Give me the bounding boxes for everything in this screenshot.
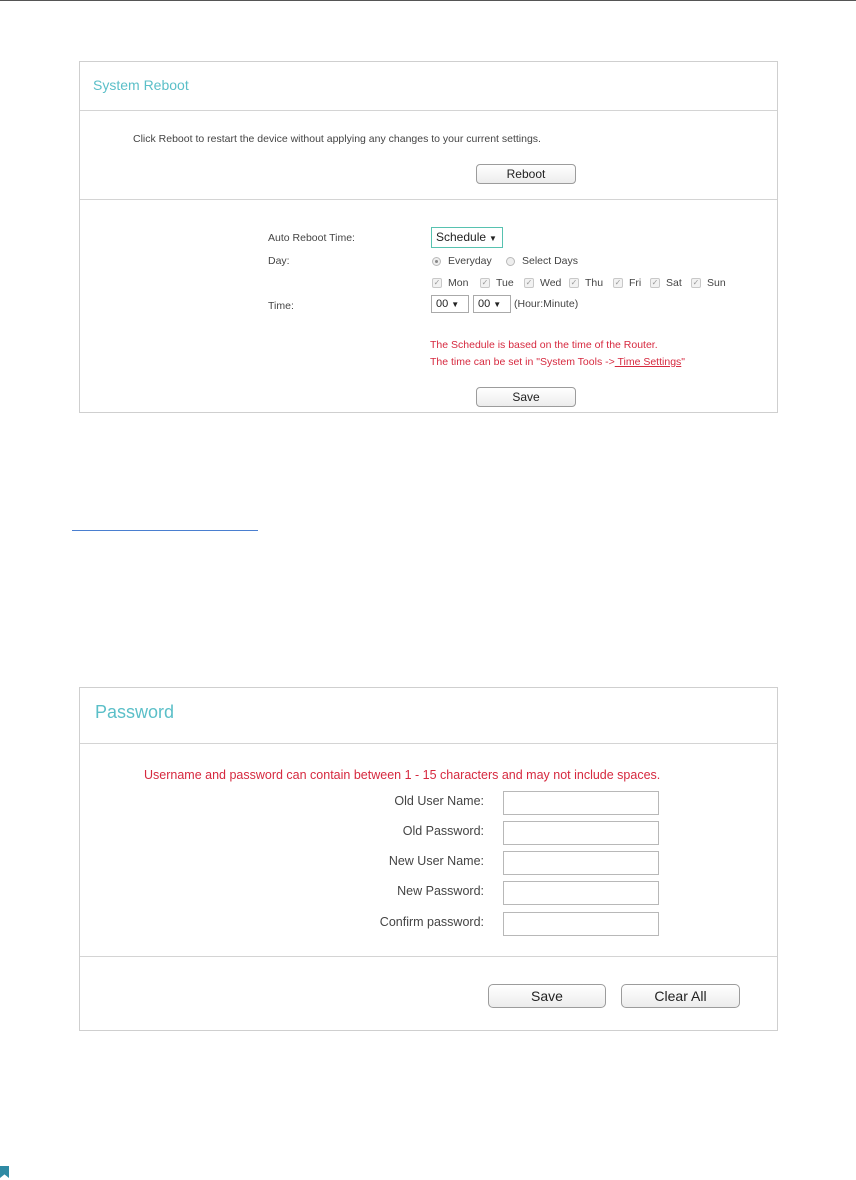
dropdown-arrow-icon: ▼	[489, 234, 497, 243]
check-icon: ✓	[525, 278, 533, 287]
sun-checkbox[interactable]	[691, 278, 701, 288]
divider	[80, 743, 777, 744]
auto-reboot-label: Auto Reboot Time:	[268, 232, 355, 244]
everyday-label: Everyday	[448, 255, 492, 267]
reboot-button[interactable]: Reboot	[476, 164, 576, 184]
link-underline-divider	[72, 530, 258, 531]
sat-checkbox[interactable]	[650, 278, 660, 288]
old-user-name-label: Old User Name:	[394, 794, 484, 808]
divider	[80, 110, 777, 111]
check-icon: ✓	[481, 278, 489, 287]
password-hint: Username and password can contain between 1 - 15 characters and may not include spaces.	[144, 768, 661, 782]
old-password-label: Old Password:	[402, 824, 484, 838]
panel-title: Password	[95, 702, 175, 722]
schedule-note-line1: The Schedule is based on the time of the Router.	[430, 339, 658, 351]
minute-select[interactable]	[473, 295, 511, 313]
everyday-radio[interactable]	[432, 257, 441, 266]
wed-checkbox[interactable]	[524, 278, 534, 288]
day-sun: Sun	[707, 277, 726, 289]
minute-value: 00	[478, 298, 491, 310]
day-sat: Sat	[666, 277, 682, 289]
page-top-rule	[0, 0, 856, 1]
select-days-radio[interactable]	[506, 257, 515, 266]
dropdown-arrow-icon: ▼	[493, 300, 502, 309]
auto-reboot-select[interactable]	[431, 227, 503, 248]
note-prefix: The time can be set in "System Tools ->	[430, 356, 615, 368]
tue-checkbox[interactable]	[480, 278, 490, 288]
day-thu: Thu	[585, 277, 604, 289]
mon-checkbox[interactable]	[432, 278, 442, 288]
new-user-name-label: New User Name:	[388, 854, 484, 868]
schedule-note-line2	[430, 356, 685, 368]
system-reboot-panel	[79, 61, 778, 413]
divider	[80, 199, 777, 200]
dropdown-arrow-icon: ▼	[451, 300, 460, 309]
day-wed: Wed	[540, 277, 562, 289]
check-icon: ✓	[651, 278, 659, 287]
old-user-name-field[interactable]	[503, 791, 659, 815]
thu-checkbox[interactable]	[569, 278, 579, 288]
password-panel	[79, 687, 778, 1031]
clear-all-button[interactable]: Clear All	[621, 984, 740, 1008]
new-user-name-field[interactable]	[503, 851, 659, 875]
check-icon: ✓	[433, 278, 441, 287]
fri-checkbox[interactable]	[613, 278, 623, 288]
old-password-field[interactable]	[503, 821, 659, 845]
day-label: Day:	[268, 255, 290, 267]
time-format-hint: (Hour:Minute)	[514, 298, 579, 310]
select-days-label: Select Days	[522, 255, 579, 267]
day-fri: Fri	[629, 277, 642, 289]
bookmark-icon	[0, 1166, 9, 1178]
password-save-button[interactable]: Save	[488, 984, 606, 1008]
divider	[80, 956, 777, 957]
auto-reboot-value: Schedule	[436, 230, 487, 244]
check-icon: ✓	[614, 278, 622, 287]
check-icon: ✓	[570, 278, 578, 287]
note-suffix: "	[681, 356, 686, 368]
confirm-password-label: Confirm password:	[379, 915, 484, 929]
day-tue: Tue	[496, 277, 514, 289]
time-settings-link[interactable]: Time Settings	[614, 356, 682, 368]
panel-title: System Reboot	[93, 77, 189, 93]
time-label: Time:	[268, 300, 294, 312]
hour-select[interactable]	[431, 295, 469, 313]
new-password-label: New Password:	[397, 884, 484, 898]
new-password-field[interactable]	[503, 881, 659, 905]
reboot-description: Click Reboot to restart the device without applying any changes to your current settings.	[133, 133, 541, 145]
day-mon: Mon	[448, 277, 469, 289]
check-icon: ✓	[692, 278, 700, 287]
confirm-password-field[interactable]	[503, 912, 659, 936]
hour-value: 00	[436, 298, 449, 310]
reboot-save-button[interactable]: Save	[476, 387, 576, 407]
